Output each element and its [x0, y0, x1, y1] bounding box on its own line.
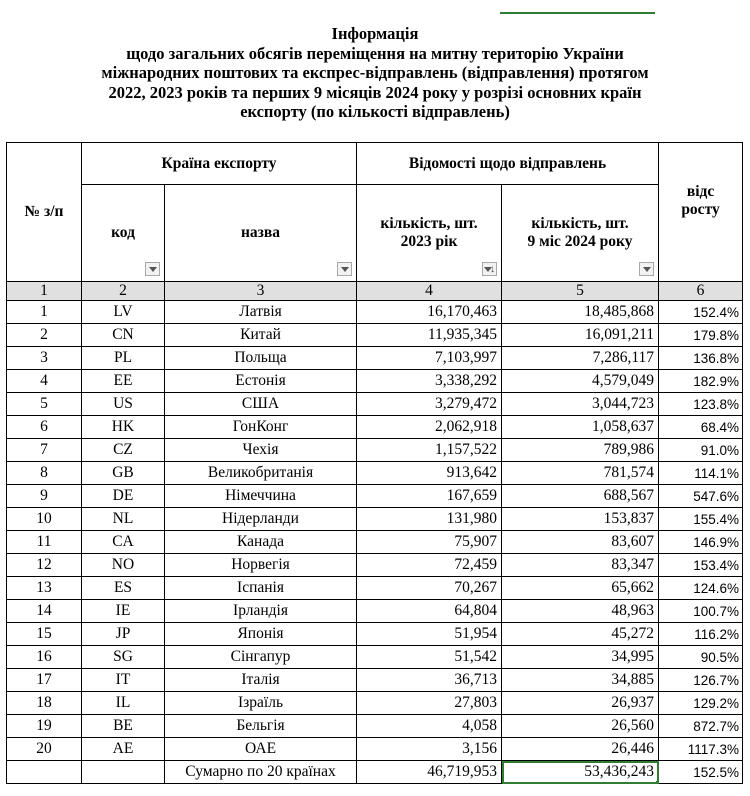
cell-qty-9m[interactable]: 1,058,637: [502, 416, 659, 439]
cell-qty-9m[interactable]: 26,446: [502, 738, 659, 761]
cell-code[interactable]: CA: [82, 531, 165, 554]
cell-num[interactable]: 3: [7, 347, 82, 370]
cell-qty-2023[interactable]: 3,156: [357, 738, 502, 761]
cell-num[interactable]: 16: [7, 646, 82, 669]
cell-country-name[interactable]: Ізраїль: [165, 692, 357, 715]
column-number[interactable]: 4: [357, 282, 502, 301]
cell-country-name[interactable]: Нідерланди: [165, 508, 357, 531]
table-row: [7, 347, 743, 370]
cell-num[interactable]: 11: [7, 531, 82, 554]
cell-country-name[interactable]: Іспанія: [165, 577, 357, 600]
cell-qty-9m[interactable]: 26,560: [502, 715, 659, 738]
table-row: [7, 577, 743, 600]
header-qty-2023[interactable]: [357, 185, 502, 282]
cell-country-name[interactable]: Сінгапур: [165, 646, 357, 669]
cell-qty-9m[interactable]: 781,574: [502, 462, 659, 485]
cell-country-name[interactable]: Бельгія: [165, 715, 357, 738]
cell-country-name[interactable]: Латвія: [165, 301, 357, 324]
cell-qty-9m[interactable]: 83,347: [502, 554, 659, 577]
cell-qty-9m[interactable]: 34,885: [502, 669, 659, 692]
table-row: [7, 738, 743, 761]
cell-code[interactable]: HK: [82, 416, 165, 439]
cell-country-name[interactable]: Німеччина: [165, 485, 357, 508]
column-number[interactable]: 5: [502, 282, 659, 301]
total-empty-cell[interactable]: [7, 761, 82, 784]
table-row: [7, 669, 743, 692]
sort-descending-icon: ↓: [490, 264, 496, 275]
title-line: Інформація: [331, 24, 419, 43]
cell-country-name[interactable]: Ірландія: [165, 600, 357, 623]
cell-qty-2023[interactable]: 51,542: [357, 646, 502, 669]
cell-qty-9m[interactable]: 4,579,049: [502, 370, 659, 393]
column-number[interactable]: 1: [7, 282, 82, 301]
cell-growth[interactable]: 100.7%: [659, 600, 743, 623]
title-line: щодо загальних обсягів переміщення на митну територію України: [126, 43, 624, 63]
cell-qty-2023[interactable]: 75,907: [357, 531, 502, 554]
cell-code[interactable]: IL: [82, 692, 165, 715]
total-qty-9m: 53,436,243: [584, 763, 655, 780]
cell-code[interactable]: PL: [82, 347, 165, 370]
cell-growth[interactable]: 90.5%: [659, 646, 743, 669]
cell-code[interactable]: AE: [82, 738, 165, 761]
cell-country-name[interactable]: Канада: [165, 531, 357, 554]
total-qty-9m-selected-cell[interactable]: [502, 761, 659, 784]
cell-code[interactable]: US: [82, 393, 165, 416]
cell-num[interactable]: 15: [7, 623, 82, 646]
total-growth[interactable]: 152.5%: [659, 761, 743, 784]
cell-qty-9m[interactable]: 16,091,211: [502, 324, 659, 347]
table-row: [7, 370, 743, 393]
cell-growth[interactable]: 1117.3%: [659, 738, 743, 761]
cell-qty-9m[interactable]: 34,995: [502, 646, 659, 669]
cell-growth[interactable]: 116.2%: [659, 623, 743, 646]
table-row: [7, 508, 743, 531]
cell-num[interactable]: 19: [7, 715, 82, 738]
cell-growth[interactable]: 124.6%: [659, 577, 743, 600]
cell-qty-2023[interactable]: 11,935,345: [357, 324, 502, 347]
table-row: [7, 485, 743, 508]
table-row: [7, 600, 743, 623]
title-line: 2022, 2023 років та перших 9 місяців 2024 року у розрізі основних країн: [108, 82, 642, 102]
cell-qty-9m[interactable]: 45,272: [502, 623, 659, 646]
cell-num[interactable]: 7: [7, 439, 82, 462]
header-qty-2023-line2: 2023 рік: [400, 233, 458, 250]
cell-num[interactable]: 14: [7, 600, 82, 623]
cell-country-name[interactable]: Китай: [165, 324, 357, 347]
cell-qty-2023[interactable]: 36,713: [357, 669, 502, 692]
cell-code[interactable]: SG: [82, 646, 165, 669]
cell-qty-9m[interactable]: 789,986: [502, 439, 659, 462]
cell-qty-2023[interactable]: 7,103,997: [357, 347, 502, 370]
cell-qty-9m[interactable]: 83,607: [502, 531, 659, 554]
cell-num[interactable]: 2: [7, 324, 82, 347]
cell-qty-2023[interactable]: 3,338,292: [357, 370, 502, 393]
cell-num[interactable]: 18: [7, 692, 82, 715]
cell-code[interactable]: DE: [82, 485, 165, 508]
cell-num[interactable]: 5: [7, 393, 82, 416]
cell-num[interactable]: 8: [7, 462, 82, 485]
cell-qty-2023[interactable]: 72,459: [357, 554, 502, 577]
cell-qty-2023[interactable]: 4,058: [357, 715, 502, 738]
table-row: [7, 623, 743, 646]
cell-growth[interactable]: 91.0%: [659, 439, 743, 462]
total-label[interactable]: Сумарно по 20 країнах: [165, 761, 357, 784]
cell-qty-2023[interactable]: 3,279,472: [357, 393, 502, 416]
cell-qty-9m[interactable]: 48,963: [502, 600, 659, 623]
column-number[interactable]: 3: [165, 282, 357, 301]
fill-handle[interactable]: [656, 781, 659, 784]
cell-growth[interactable]: 152.4%: [659, 301, 743, 324]
header-num[interactable]: № з/п: [7, 143, 82, 282]
cell-growth[interactable]: 182.9%: [659, 370, 743, 393]
header-qty-9m-line2: 9 міс 2024 року: [527, 233, 633, 250]
cell-code[interactable]: GB: [82, 462, 165, 485]
cell-num[interactable]: 12: [7, 554, 82, 577]
cell-qty-9m[interactable]: 3,044,723: [502, 393, 659, 416]
cell-qty-2023[interactable]: 64,804: [357, 600, 502, 623]
table-row: [7, 301, 743, 324]
column-number[interactable]: 2: [82, 282, 165, 301]
cell-qty-9m[interactable]: 688,567: [502, 485, 659, 508]
cell-qty-9m[interactable]: 7,286,117: [502, 347, 659, 370]
cell-growth[interactable]: 872.7%: [659, 715, 743, 738]
cell-country-name[interactable]: ГонКонг: [165, 416, 357, 439]
document-title: [0, 24, 750, 122]
cell-qty-2023[interactable]: 51,954: [357, 623, 502, 646]
cell-code[interactable]: CZ: [82, 439, 165, 462]
cell-code[interactable]: ES: [82, 577, 165, 600]
cell-growth[interactable]: 547.6%: [659, 485, 743, 508]
export-table: [6, 142, 743, 784]
cell-growth[interactable]: 153.4%: [659, 554, 743, 577]
cell-growth[interactable]: 136.8%: [659, 347, 743, 370]
cell-qty-2023[interactable]: 2,062,918: [357, 416, 502, 439]
table-row: [7, 393, 743, 416]
header-growth-line1: відс: [686, 183, 715, 200]
sort-filter-dropdown-icon[interactable]: [482, 262, 497, 276]
cell-country-name[interactable]: Японія: [165, 623, 357, 646]
cell-num[interactable]: 9: [7, 485, 82, 508]
cell-qty-2023[interactable]: 167,659: [357, 485, 502, 508]
cell-growth[interactable]: 126.7%: [659, 669, 743, 692]
cell-country-name[interactable]: Чехія: [165, 439, 357, 462]
cell-num[interactable]: 4: [7, 370, 82, 393]
cell-growth[interactable]: 129.2%: [659, 692, 743, 715]
header-country-group[interactable]: Країна експорту: [82, 143, 357, 185]
table-row: [7, 324, 743, 347]
filter-dropdown-icon[interactable]: [639, 262, 654, 276]
header-name-label: назва: [240, 224, 281, 241]
filter-dropdown-icon[interactable]: [337, 262, 352, 276]
header-growth-line2: росту: [681, 201, 720, 218]
cell-country-name[interactable]: Італія: [165, 669, 357, 692]
cell-code[interactable]: CN: [82, 324, 165, 347]
cell-growth[interactable]: 179.8%: [659, 324, 743, 347]
table-row: [7, 416, 743, 439]
header-qty-9m[interactable]: [502, 185, 659, 282]
cell-code[interactable]: JP: [82, 623, 165, 646]
cell-code[interactable]: IT: [82, 669, 165, 692]
cell-num[interactable]: 17: [7, 669, 82, 692]
cell-growth[interactable]: 123.8%: [659, 393, 743, 416]
cell-num[interactable]: 6: [7, 416, 82, 439]
cell-qty-9m[interactable]: 153,837: [502, 508, 659, 531]
header-code-label: код: [111, 224, 135, 241]
header-growth[interactable]: [659, 143, 743, 282]
cell-qty-2023[interactable]: 1,157,522: [357, 439, 502, 462]
total-empty-cell[interactable]: [82, 761, 165, 784]
cell-qty-2023[interactable]: 913,642: [357, 462, 502, 485]
table-row: [7, 715, 743, 738]
cell-code[interactable]: NL: [82, 508, 165, 531]
selection-border-top: [500, 12, 655, 14]
cell-country-name[interactable]: Норвегія: [165, 554, 357, 577]
cell-qty-2023[interactable]: 70,267: [357, 577, 502, 600]
cell-num[interactable]: 13: [7, 577, 82, 600]
table-row: [7, 439, 743, 462]
header-qty-9m-line1: кількість, шт.: [531, 215, 629, 232]
cell-country-name[interactable]: Естонія: [165, 370, 357, 393]
header-shipments-group[interactable]: Відомості щодо відправлень: [357, 143, 659, 185]
total-qty-2023[interactable]: 46,719,953: [357, 761, 502, 784]
cell-qty-2023[interactable]: 16,170,463: [357, 301, 502, 324]
cell-qty-9m[interactable]: 18,485,868: [502, 301, 659, 324]
total-row: [7, 761, 743, 784]
table-row: [7, 462, 743, 485]
cell-num[interactable]: 1: [7, 301, 82, 324]
title-line: експорту (по кількості відправлень): [240, 102, 510, 121]
filter-dropdown-icon[interactable]: [145, 262, 160, 276]
cell-qty-2023[interactable]: 131,980: [357, 508, 502, 531]
header-code[interactable]: [82, 185, 165, 282]
title-line: міжнародних поштових та експрес-відправлень (відправлення) протягом: [101, 63, 649, 82]
cell-qty-9m[interactable]: 65,662: [502, 577, 659, 600]
cell-code[interactable]: BE: [82, 715, 165, 738]
cell-country-name[interactable]: ОАЕ: [165, 738, 357, 761]
cell-code[interactable]: IE: [82, 600, 165, 623]
cell-growth[interactable]: 68.4%: [659, 416, 743, 439]
cell-country-name[interactable]: США: [165, 393, 357, 416]
cell-num[interactable]: 10: [7, 508, 82, 531]
cell-growth[interactable]: 114.1%: [659, 462, 743, 485]
cell-country-name[interactable]: Польща: [165, 347, 357, 370]
table-row: [7, 646, 743, 669]
header-qty-2023-line1: кількість, шт.: [380, 215, 478, 232]
table-row: [7, 692, 743, 715]
cell-country-name[interactable]: Великобританія: [165, 462, 357, 485]
cell-code[interactable]: LV: [82, 301, 165, 324]
header-name[interactable]: [165, 185, 357, 282]
cell-growth[interactable]: 146.9%: [659, 531, 743, 554]
table-row: [7, 531, 743, 554]
cell-code[interactable]: NO: [82, 554, 165, 577]
column-number[interactable]: 6: [659, 282, 743, 301]
cell-qty-2023[interactable]: 27,803: [357, 692, 502, 715]
cell-qty-9m[interactable]: 26,937: [502, 692, 659, 715]
cell-num[interactable]: 20: [7, 738, 82, 761]
table-body: [7, 301, 743, 761]
cell-code[interactable]: EE: [82, 370, 165, 393]
cell-growth[interactable]: 155.4%: [659, 508, 743, 531]
table-row: [7, 554, 743, 577]
